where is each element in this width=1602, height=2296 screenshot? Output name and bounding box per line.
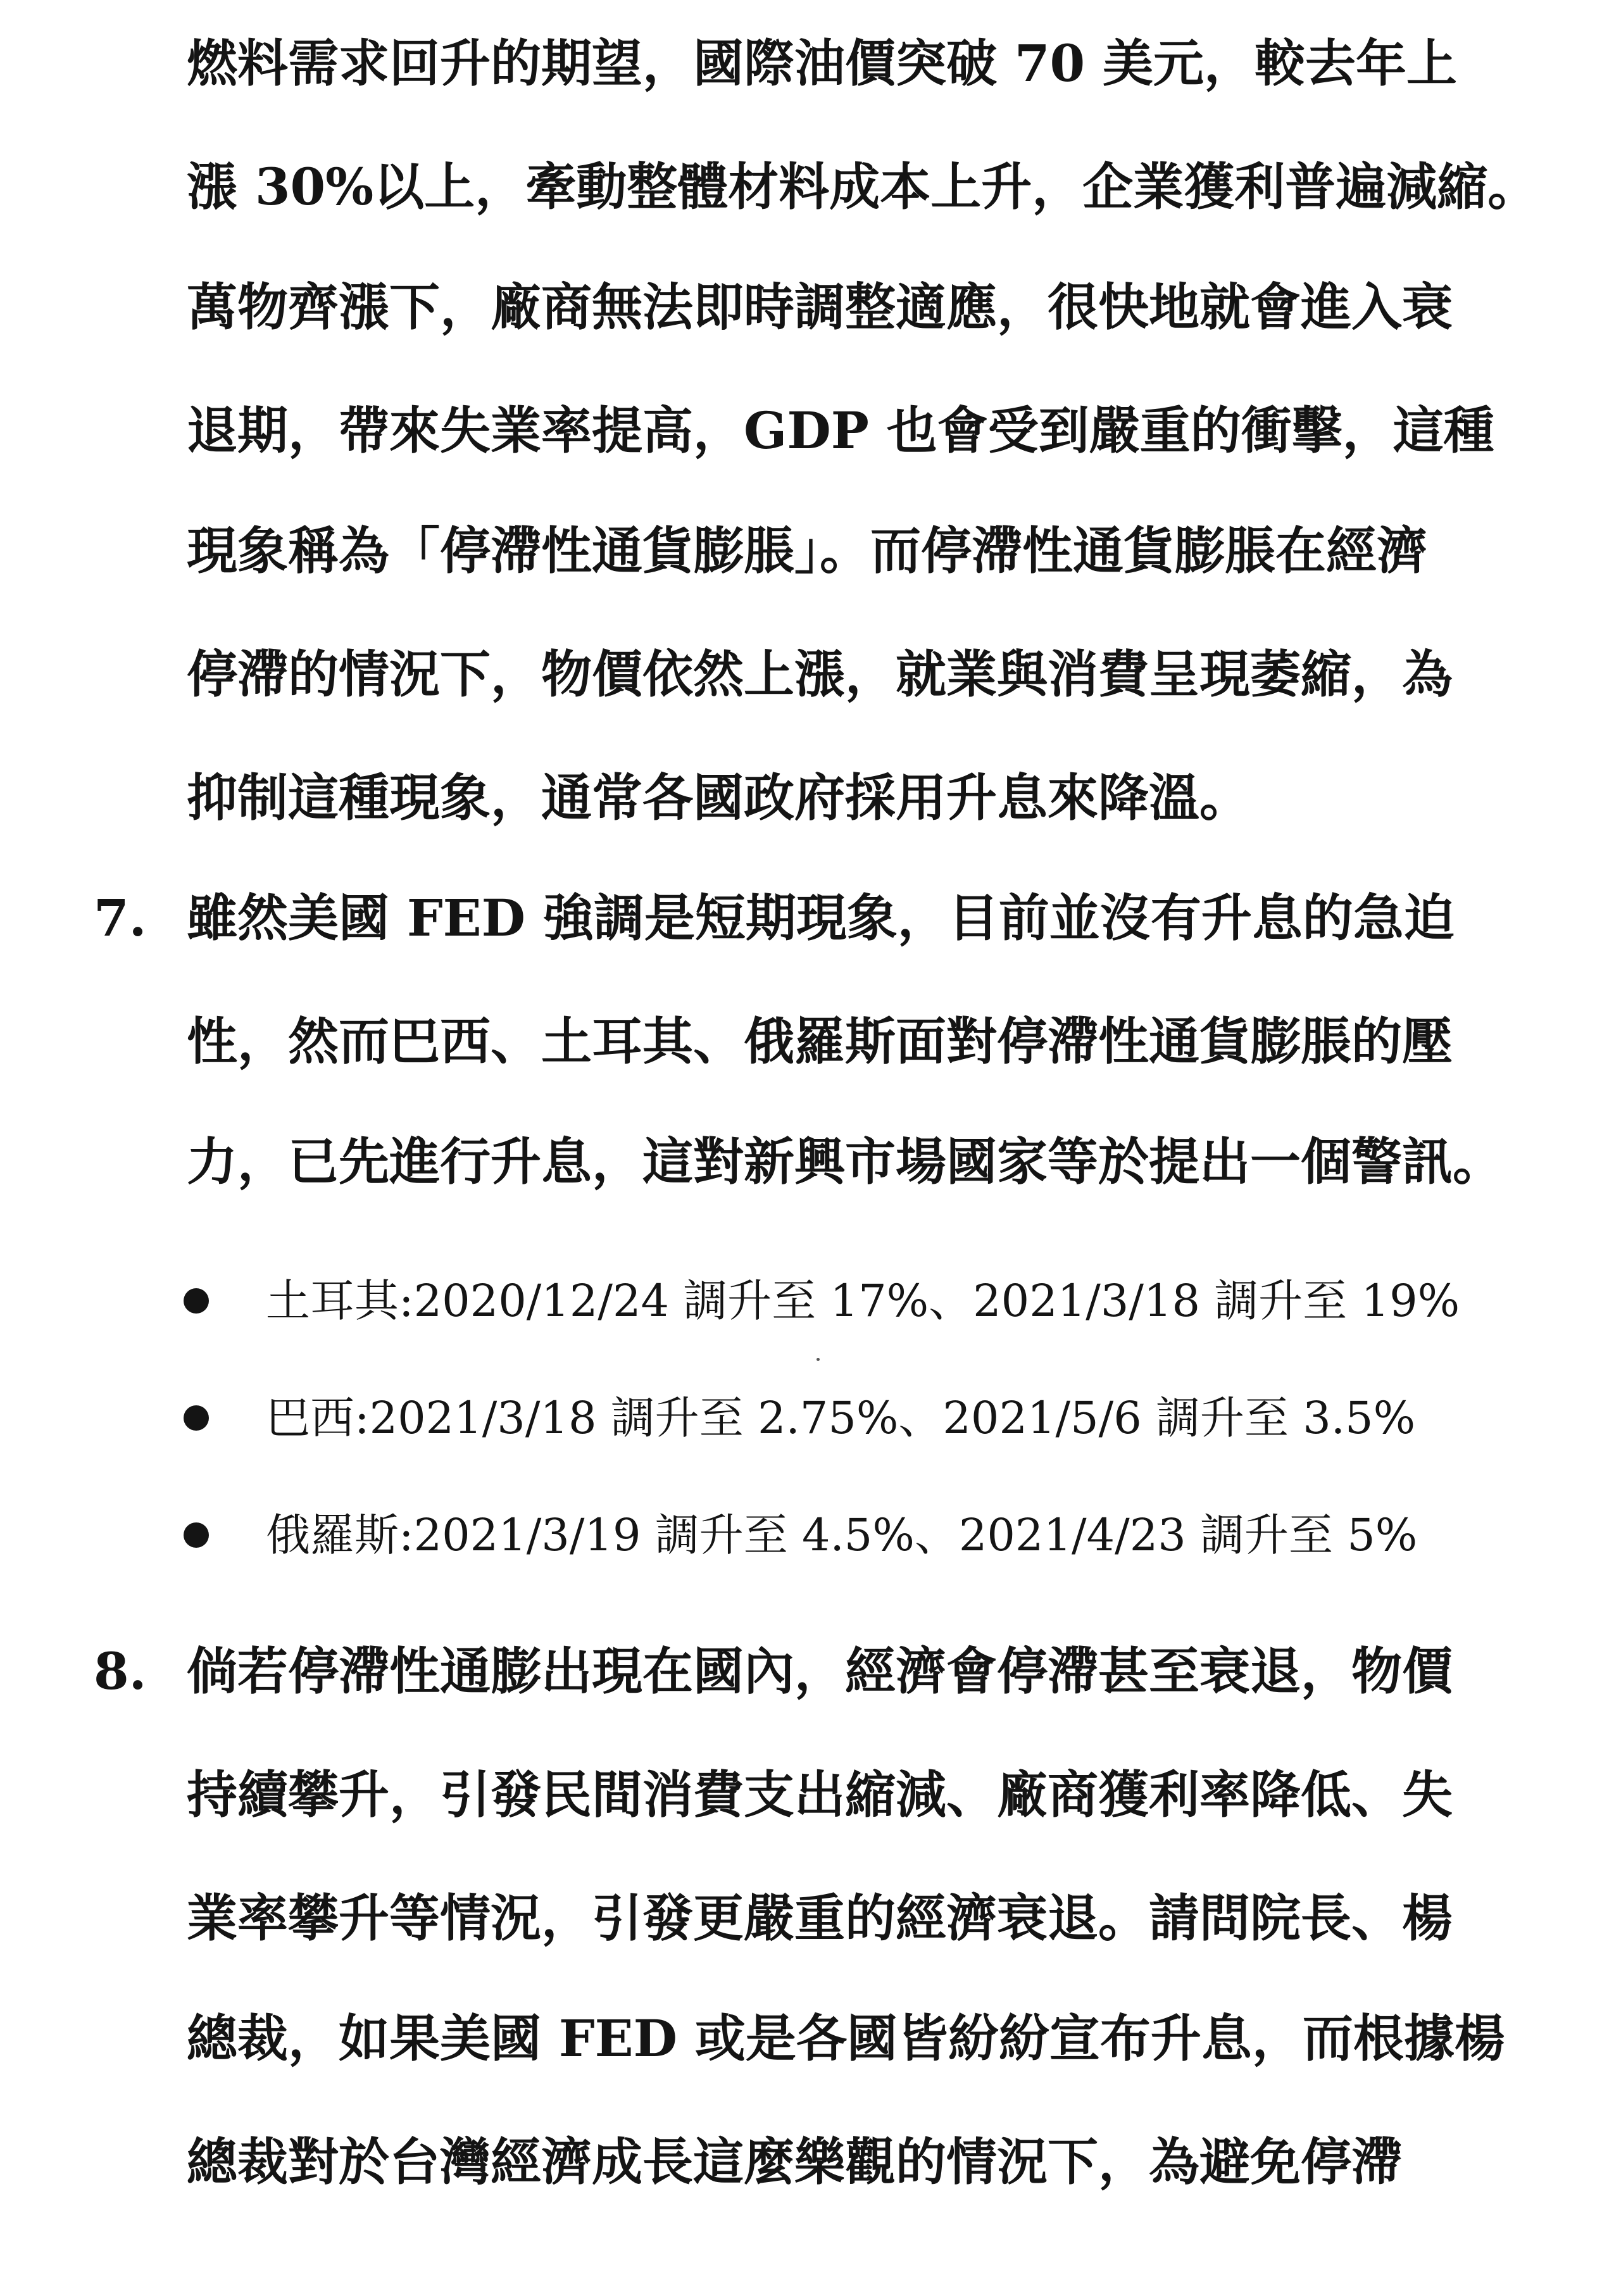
bullet-turkey: 土耳其:2020/12/24 調升至 17%、2021/3/18 調升至 19% [266,1275,1460,1327]
intro-line-2: 漲 30%以上，牽動整體材料成本上升，企業獲利普遍減縮。 [187,157,1539,216]
item-7-line-2: 性，然而巴西、土耳其、俄羅斯面對停滯性通貨膨脹的壓 [187,1012,1453,1071]
bullet-dot [184,1288,209,1314]
bullet-russia: 俄羅斯:2021/3/19 調升至 4.5%、2021/4/23 調升至 5% [266,1509,1418,1561]
intro-line-6: 停滯的情況下，物價依然上漲，就業與消費呈現萎縮，為 [187,644,1453,704]
item-7-line-3: 力，已先進行升息，這對新興市場國家等於提出一個警訊。 [187,1132,1503,1191]
item-7-line-1: 雖然美國 FED 強調是短期現象，目前並沒有升息的急迫 [187,888,1455,948]
item-8-line-5: 總裁對於台灣經濟成長這麼樂觀的情況下，為避免停滯 [187,2132,1402,2192]
item-8-number: 8. [94,1641,147,1701]
item-8-line-1: 倘若停滯性通膨出現在國內，經濟會停滯甚至衰退，物價 [187,1641,1453,1701]
intro-line-3: 萬物齊漲下，廠商無法即時調整適應，很快地就會進入衰 [187,277,1453,337]
bullet-dot [184,1522,209,1548]
item-8-line-3: 業率攀升等情況，引發更嚴重的經濟衰退。請問院長、楊 [187,1888,1453,1948]
item-8-line-4: 總裁，如果美國 FED 或是各國皆紛紛宣布升息，而根據楊 [187,2009,1505,2068]
item-8-line-2: 持續攀升，引發民間消費支出縮減、廠商獲利率降低、失 [187,1765,1453,1824]
intro-line-4: 退期，帶來失業率提高，GDP 也會受到嚴重的衝擊，這種 [187,401,1494,460]
scan-speck [817,1358,820,1361]
bullet-brazil: 巴西:2021/3/18 調升至 2.75%、2021/5/6 調升至 3.5% [266,1392,1416,1444]
intro-line-5: 現象稱為「停滯性通貨膨脹」。而停滯性通貨膨脹在經濟 [187,521,1427,580]
intro-line-1: 燃料需求回升的期望，國際油價突破 70 美元，較去年上 [187,34,1458,93]
intro-line-7: 抑制這種現象，通常各國政府採用升息來降溫。 [187,768,1250,827]
item-7-number: 7. [94,888,147,948]
bullet-dot [184,1405,209,1431]
